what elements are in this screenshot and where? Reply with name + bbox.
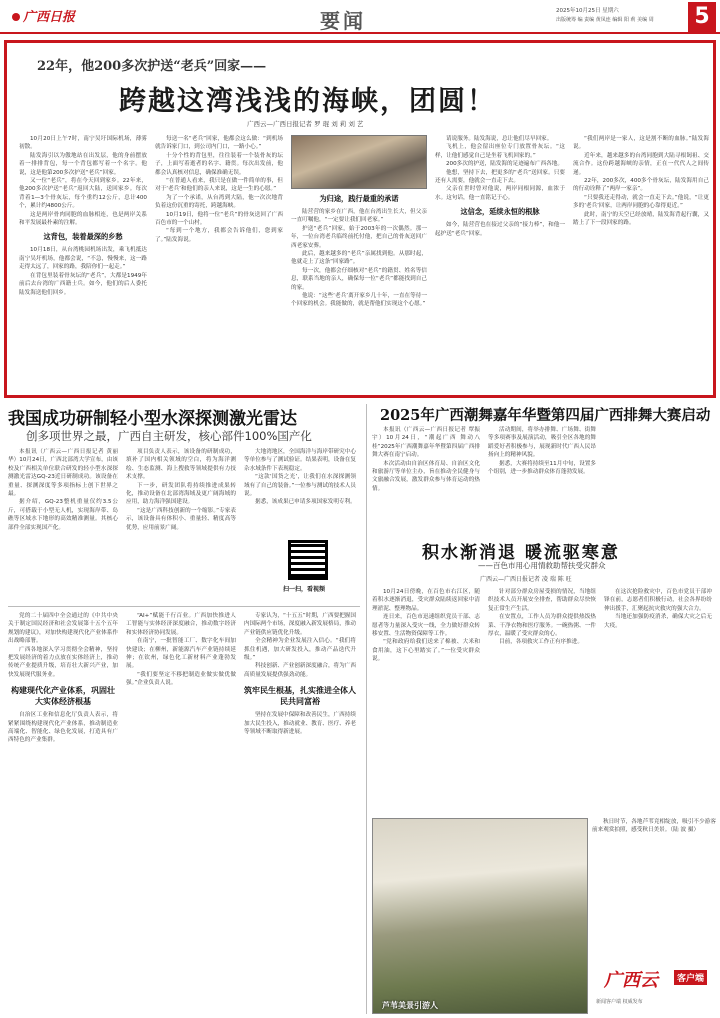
dance-col-1 bbox=[372, 426, 480, 536]
economy-col-2 bbox=[126, 612, 236, 1012]
paragraph: 这是两岸骨肉同胞的血脉相连，也是两岸关系和平发展最朴素的注解。 bbox=[19, 211, 147, 227]
paragraph: 广西各地深入学习贯彻全会精神，坚持把发展经济的着力点放在实体经济上，推动传统产业提质升级，培育壮大新兴产业，加快发展现代服务业。 bbox=[8, 646, 118, 678]
paragraph: 10月19日，他将一位“老兵”的骨灰送回了广西百色市的一个山村。 bbox=[155, 211, 283, 227]
paragraph: 10月18日，从台湾桃园机场出发，乘飞机抵达南宁吴圩机场，他都会说，“不急，慢慢来，这一路走得太远了，回家的路，我陪你们一起走。” bbox=[19, 247, 147, 271]
masthead bbox=[0, 0, 720, 34]
paragraph: 据悉，大赛将持续至11月中旬，设置多个组别，进一步推动群众体育蓬勃发展。 bbox=[488, 460, 596, 476]
paragraph: 本次活动由自治区体育局、自治区文化和旅游厅等单位主办，旨在推动全民健身与文旅融合发展，激发群众参与体育运动的热情。 bbox=[372, 460, 480, 492]
paragraph: “党和政府给我们送来了棉被、大米和食用油，这下心里踏实了。”一位受灾群众说。 bbox=[372, 639, 480, 663]
paragraph: “我们要坚定不移把制造业做实做优做强。”企业负责人说。 bbox=[126, 671, 236, 687]
paragraph: 本报讯（广西云—广西日报记者 覃振宇）10月24日，“潮起广西 舞动八桂”2025年广西潮舞嘉年华暨第四届广西排舞大赛在南宁启动。 bbox=[372, 427, 480, 459]
water-story-byline: 广西云—广西日报记者 凌 瑞 陈 旺 bbox=[480, 576, 572, 583]
radar-story-subheadline: 创多项世界之最，广西自主研发，核心部件100%国产化 bbox=[26, 429, 312, 443]
paragraph: 针对部分群众房屋受损的情况，当地组织技术人员开展安全排查，帮助群众尽快恢复正常生产生活。 bbox=[488, 589, 596, 612]
dance-story-body bbox=[372, 426, 712, 536]
qr-caption: 扫一扫，看视频 bbox=[283, 586, 326, 593]
paragraph: 护送“老兵”回家，始于2003年的一次偶然。那一年，一位台湾老兵临终前托付他，把自己的骨灰送回广西老家安葬。 bbox=[291, 225, 427, 249]
economy-subhead-2: 筑牢民生根基，扎实推进全体人民共同富裕 bbox=[244, 685, 356, 707]
paragraph: “只要我还走得动，就会一直走下去。”他说，“让更多的‘老兵’回家，让两岸同胞的心靠得更近。” bbox=[573, 194, 709, 210]
photo-story-body bbox=[592, 818, 716, 958]
top-story-col-3 bbox=[291, 135, 427, 393]
economy-col-1 bbox=[8, 612, 118, 1012]
photo-caption: 芦苇美景引游人 bbox=[382, 1001, 438, 1010]
newspaper-logo bbox=[12, 6, 76, 28]
radar-col-3 bbox=[244, 448, 356, 536]
ad-tag: 客户端 bbox=[674, 970, 707, 985]
top-story-photo bbox=[291, 135, 427, 189]
logo-dot-icon bbox=[12, 13, 20, 21]
paragraph: 在安置点，工作人员为群众提供热饭热菜、干净衣物和医疗服务。一碗热粥、一件厚衣，温暖了受灾群众的心。 bbox=[488, 614, 596, 638]
dance-story-headline: 2025年广西潮舞嘉年华暨第四届广西排舞大赛启动 bbox=[380, 407, 711, 424]
top-story-col-5 bbox=[573, 135, 709, 393]
top-story-col-2 bbox=[155, 135, 283, 393]
dance-col-3 bbox=[604, 426, 712, 536]
paragraph: 如今，陆营营也在接过父亲的“接力棒”，和他一起护送“老兵”回家。 bbox=[435, 222, 565, 237]
paragraph: 当地还加强防疫消杀，确保大灾之后无大疫。 bbox=[604, 614, 712, 629]
economy-subhead: 构建现代化产业体系，巩固壮大实体经济根基 bbox=[11, 685, 115, 707]
top-story-col-4 bbox=[435, 135, 565, 393]
paragraph: 22年，200多次，400多个骨灰坛，陆发海用自己的行动诠释了“两岸一家亲”。 bbox=[573, 178, 709, 193]
paragraph: “这款‘国货之光’，让我们在水深探测领域有了自己的装备。”一位参与测试的技术人员说。 bbox=[244, 474, 356, 498]
economy-col-3 bbox=[244, 612, 356, 1012]
water-story-subheadline: ——百色市用心用情救助帮扶受灾群众 bbox=[478, 561, 606, 570]
paragraph: 请说服务。陆发海说，总让他们尽早回家。 bbox=[446, 136, 553, 142]
paragraph: 在背包里装着骨灰坛的“老兵”，大都是1949年前后去台湾的广西籍士兵。如今，他们的后人委托陆发海送他们回乡。 bbox=[19, 272, 147, 296]
paragraph: 飞机上，他会留出座位专门放置骨灰坛。“这样，让他们感觉自己是坐着飞机回家的。” bbox=[435, 144, 565, 159]
page-number: 5 bbox=[688, 2, 716, 32]
top-story-col-1 bbox=[19, 135, 147, 393]
top-story-kicker: 22年，他200多次护送“老兵”回家—— bbox=[37, 59, 267, 74]
paragraph: 陆发海引以为傲地站在出发层，他的身前摆放着一排排背包，每一个背包都写着一个名字。他说，这是他第200多次护送“老兵”回家。 bbox=[19, 152, 147, 176]
paragraph: 在这次抢险救灾中，百色市党员干部冲锋在前，志愿者们积极行动，社会各界纷纷伸出援手，汇聚起抗灾救灾的强大合力。 bbox=[604, 589, 712, 612]
paragraph: 每一次，他都会仔细核对“老兵”的籍贯、姓名等信息，联系当地的亲人，确保每一位“老兵”都能找到自己的家。 bbox=[291, 267, 427, 291]
paragraph: “每到一个地方，我都会告诉他们，您到家了。”陆发海说。 bbox=[155, 228, 283, 243]
paragraph: 科技创新、产业创新深度融合，将为广西高质量发展提供强劲动能。 bbox=[244, 663, 356, 678]
section-title: 要闻 bbox=[320, 9, 366, 33]
water-story-headline: 积水渐消退 暖流驱寒意 bbox=[422, 543, 620, 563]
paragraph: 大地湾地区，全国海洋与海岸带研究中心等单位参与了测试验证。结果表明，设备在复杂水域条件下表现稳定。 bbox=[244, 449, 356, 472]
top-story-box bbox=[4, 40, 716, 398]
paragraph: 党的二十届四中全会通过的《中共中央关于制定国民经济和社会发展第十五个五年规划的建议》，对加快构建现代化产业体系作出战略部署。 bbox=[8, 613, 118, 645]
paragraph: 据悉，该成果已申请多项国家发明专利。 bbox=[255, 499, 356, 506]
ad-logo: 广西云 bbox=[604, 970, 658, 991]
radar-col-1 bbox=[8, 448, 118, 600]
paragraph: “我们两岸是一家人，这是割不断的血脉。”陆发海说。 bbox=[573, 136, 709, 151]
paragraph: 连日来，百色市迅速组织党员干部、志愿者等力量深入受灾一线，全力做好群众转移安置、生活物资保障等工作。 bbox=[372, 614, 480, 638]
paragraph: 200多次的护送，陆发海的足迹遍布广西各地。 bbox=[446, 161, 563, 168]
paragraph: 陆营营的家乡在广西，他在台湾出生长大，但父亲一直叮嘱他，“一定要让我们回老家。” bbox=[291, 209, 427, 224]
paragraph: 此时，南宁的天空已经放晴，陆发海背起行囊，又踏上了下一段回家的路。 bbox=[573, 211, 709, 227]
reed-photo bbox=[372, 818, 588, 1014]
paragraph: 此后，越来越多的“老兵”亲属找到他。从那时起，他就走上了这条“回家路”。 bbox=[291, 251, 427, 266]
water-col-2 bbox=[488, 588, 596, 814]
water-story-body bbox=[372, 588, 712, 818]
top-story-subhead-1: 这背包，装着最深的乡愁 bbox=[43, 232, 123, 242]
top-story-body bbox=[19, 135, 709, 393]
paragraph: 专家认为，“十五五”时期，广西要把握国内国际两个市场，深度融入新发展格局，推动产业链供应链优化升级。 bbox=[244, 613, 356, 636]
paragraph: 下一步，研发团队将持续推进成果转化，推动设备在北部湾海域及更广阔海域的应用，助力海洋强国建设。 bbox=[126, 482, 236, 506]
paragraph: 他想，坚持下去，把更多的“老兵”送回家。只要还有人需要，他就会一直走下去。 bbox=[435, 169, 565, 185]
water-col-1 bbox=[372, 588, 480, 814]
editor-credits: 出版统筹 编 责编 黄凤连 编辑 阳 莉 美编 周 bbox=[556, 17, 654, 23]
paragraph: 他说：“这些‘老兵’离开家乡几十年，一直在等待一个回家的机会。我能做的，就是帮他们实现这个心愿。” bbox=[291, 293, 427, 308]
paragraph: 项目负责人表示，该设备的研制成功，填补了国内相关领域的空白，将为海洋测绘、生态监测、海上搜救等领域提供有力技术支撑。 bbox=[126, 449, 236, 481]
radar-story-headline: 我国成功研制轻小型水深探测激光雷达 bbox=[8, 409, 297, 429]
paragraph: 每送一名“老兵”回家，他都会这么做：“到机场就告诉家门口，到公司内门口，一路小心。” bbox=[155, 136, 283, 151]
top-story-subhead-3: 这信念，延续永恒的根脉 bbox=[460, 207, 540, 217]
app-advertisement[interactable] bbox=[592, 962, 716, 1014]
paragraph: 活动期间，将举办排舞、广场舞、街舞等多项赛事及展演活动，吸引全区各地的舞蹈爱好者积极参与，展现新时代广西人民昂扬向上的精神风貌。 bbox=[488, 427, 596, 459]
water-col-3 bbox=[604, 588, 712, 814]
paragraph: 十分个性的背包里，往往装着一个装骨灰的坛子，上面写着逝者的名字、籍贯。每次出发前，他都会认真核对信息，确保准确无误。 bbox=[155, 152, 283, 176]
paragraph: 父亲在世时曾对他说，两岸同根同源，血浓于水。这句话，他一直铭记于心。 bbox=[435, 186, 565, 201]
dance-col-2 bbox=[488, 426, 596, 536]
paragraph: 本报讯（广西云—广西日报记者 黄丽华）10月24日，广西北部湾大学宣布，由该校及广西相关单位联合研发的轻小型水深探测激光雷达GQ-23近日研制成功。该设备在重量、探测深度等多项指标上创下世界之最。 bbox=[8, 449, 118, 498]
paragraph: “这是广西科技创新的一个缩影。”专家表示，该设备具有体积小、重量轻、精度高等优势，应用前景广阔。 bbox=[126, 507, 236, 531]
top-story-byline: 广西云—广西日报记者 罗 琨 刘 莉 刘 艺 bbox=[247, 120, 364, 128]
economy-story-body bbox=[8, 612, 360, 1012]
paragraph: 为了一个承诺，从台湾到大陆，他一次次地背负着这份沉重的寄托，跨越海峡。 bbox=[155, 194, 283, 210]
paragraph: 近年来，越来越多的台湾同胞到大陆寻根谒祖、交流合作。这份跨越海峡的亲情，正在一代代人之间传递。 bbox=[573, 152, 709, 176]
video-qr-code[interactable] bbox=[288, 540, 328, 580]
radar-col-2 bbox=[126, 448, 236, 600]
paragraph: 又一位“老兵”，将在今天回到家乡。22年来，他200多次护送“老兵”返回大陆，送回家乡。每次背着1—3个骨灰坛，每个重约12公斤，总计400个，累计约4800公斤。 bbox=[19, 178, 147, 210]
paragraph: “在普通人看来，我只是在做一件简单的事，但对于‘老兵’和他们的亲人来说，这是一生的心愿。” bbox=[155, 178, 283, 193]
column-divider bbox=[366, 404, 367, 1014]
paragraph: “AI+”赋能千行百业。广西加快推进人工智能与实体经济深度融合，推动数字经济和实体经济协同发展。 bbox=[126, 613, 236, 636]
paragraph: 自治区工业和信息化厅负责人表示，将紧紧围绕构建现代化产业体系，推动制造业高端化、智能化、绿色化发展，打造具有广西特色的产业集群。 bbox=[8, 712, 118, 744]
paragraph: 据介绍，GQ-23整机重量仅约3.5公斤，可搭载于小型无人机，实现海岸带、岛礁等区域水下地形的高效精准测量。其核心部件全部实现国产化。 bbox=[8, 499, 118, 531]
divider bbox=[8, 606, 360, 607]
paragraph: 秋日时节，各地芦苇竞相绽放，吸引不少游客前来观赏拍照，感受秋日美景。（陆 波 摄） bbox=[592, 819, 716, 834]
paragraph: 坚持在发展中保障和改善民生，广西持续加大民生投入，推动就业、教育、医疗、养老等领域不断取得新进展。 bbox=[244, 712, 356, 736]
issue-date: 2025年10月25日 星期六 bbox=[556, 8, 619, 14]
paragraph: 在南宁，一批智能工厂、数字化车间加快建设；在柳州，新能源汽车产业链持续延伸；在钦州，绿色化工新材料产业蓬勃发展。 bbox=[126, 638, 236, 670]
paragraph: 10月24日傍晚，在百色市右江区，随着积水逐渐消退，受灾群众陆续返回家中清理淤泥、整理物品。 bbox=[372, 589, 480, 612]
top-story-headline: 跨越这湾浅浅的海峡，团圆！ bbox=[119, 86, 496, 117]
paragraph: 10月20日上午7时，南宁吴圩国际机场，薄雾初散。 bbox=[19, 136, 147, 151]
ad-small-text: 新闻客户端 权威发布 bbox=[596, 999, 643, 1005]
top-story-subhead-2: 为归途，践行最重的承诺 bbox=[319, 194, 399, 203]
paragraph: 目前，各项救灾工作正有序推进。 bbox=[499, 639, 583, 646]
logo-text: 广西日报 bbox=[23, 10, 76, 25]
paragraph: 全会精神为企业发展注入信心。“我们将抓住机遇，加大研发投入，推动产品迭代升级。” bbox=[244, 638, 356, 662]
